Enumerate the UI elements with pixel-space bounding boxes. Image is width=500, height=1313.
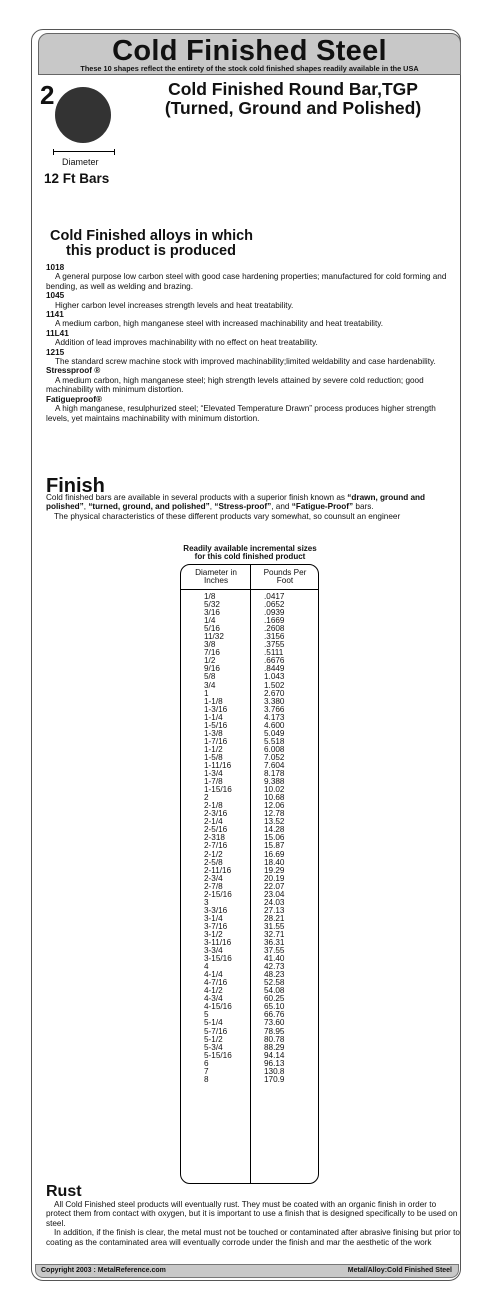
weight-cell: 96.13: [264, 1058, 285, 1068]
table-header-text: Inches: [203, 576, 229, 586]
alloy-item: [46, 348, 456, 367]
table-row: [181, 722, 320, 730]
table-row: [181, 907, 320, 915]
diameter-cell: 1/8: [204, 592, 216, 601]
table-row: [181, 609, 320, 617]
table-row: [181, 979, 320, 987]
alloys-heading-line1: Cold Finished alloys in which: [50, 228, 254, 244]
table-row: [181, 891, 320, 899]
rust-heading: Rust: [46, 1183, 82, 1200]
weight-cell: 31.55: [264, 921, 285, 931]
diameter-cell: 3/16: [204, 608, 220, 618]
diameter-cell: 5-3/4: [204, 1042, 223, 1052]
rust-text: [46, 1200, 461, 1247]
product-title-line1: Cold Finished Round Bar,TGP: [168, 79, 418, 99]
diameter-cell: 1-1/8: [204, 696, 223, 706]
weight-cell: 27.13: [264, 905, 285, 915]
weight-cell: 65.10: [264, 1002, 285, 1012]
table-row: [181, 963, 320, 971]
finish-heading: Finish: [46, 475, 105, 497]
finish-text-run: ,: [209, 502, 215, 512]
weight-cell: 13.52: [264, 817, 285, 827]
alloy-item: [46, 366, 456, 394]
table-row: [181, 947, 320, 955]
alloy-item: [46, 329, 456, 348]
weight-cell: .0939: [264, 608, 285, 618]
alloys-list: [46, 263, 456, 423]
shape-number: 2: [40, 80, 55, 110]
diameter-cell: 1-5/16: [204, 720, 228, 730]
alloy-item: [46, 310, 456, 329]
alloys-heading-line2: this product is produced: [66, 243, 236, 259]
weight-cell: 5.518: [264, 736, 285, 746]
weight-cell: 22.07: [264, 881, 285, 891]
weight-cell: 42.73: [264, 962, 285, 972]
diameter-cell: 4-7/16: [204, 978, 228, 988]
table-row: [181, 802, 320, 810]
diameter-cell: 4-15/16: [204, 1002, 232, 1012]
diameter-cell: 2-318: [204, 833, 225, 843]
alloy-name: 1215: [46, 347, 65, 357]
table-row: [181, 657, 320, 665]
weight-cell: 170.9: [264, 1074, 285, 1084]
weight-cell: 18.40: [264, 857, 285, 867]
table-row: [181, 1036, 320, 1044]
diameter-cell: 6: [204, 1058, 209, 1068]
table-row: [181, 859, 320, 867]
table-row: [181, 899, 320, 907]
table-header-text: Pounds Per: [263, 568, 307, 577]
footer-bar: [35, 1264, 459, 1278]
weight-cell: 10.68: [264, 793, 285, 803]
table-row: [181, 1076, 320, 1084]
weight-cell: .2608: [264, 624, 285, 634]
diameter-cell: 5: [204, 1010, 209, 1020]
alloy-item: [46, 263, 456, 291]
weight-cell: 3.766: [264, 704, 285, 714]
diameter-cell: 7: [204, 1066, 209, 1076]
diameter-cell: 4-3/4: [204, 994, 223, 1004]
weight-cell: 16.69: [264, 849, 285, 859]
diameter-cell: 3/4: [204, 680, 216, 690]
diameter-cell: 5/16: [204, 624, 220, 634]
sizes-table: [180, 564, 319, 1184]
table-caption-line1: Readily available incremental sizes: [183, 544, 317, 553]
table-row: [181, 883, 320, 891]
diameter-cell: 5/32: [204, 600, 220, 610]
weight-cell: .0652: [264, 600, 285, 610]
table-row: [181, 794, 320, 802]
diameter-cell: 1-15/16: [204, 785, 232, 795]
table-row: [181, 875, 320, 883]
diameter-cell: 1-3/8: [204, 728, 223, 738]
table-row: [181, 955, 320, 963]
table-row: [181, 1003, 320, 1011]
weight-cell: 24.03: [264, 897, 285, 907]
table-header-weight: [252, 569, 318, 586]
table-row: [181, 601, 320, 609]
table-row: [181, 730, 320, 738]
diameter-cell: 2-11/16: [204, 865, 232, 875]
title-banner: [38, 33, 461, 75]
alloy-desc: Higher carbon level increases strength levels and heat treatability.: [55, 300, 294, 310]
diameter-cell: 2-7/8: [204, 881, 223, 891]
table-caption: [150, 545, 350, 562]
weight-cell: 66.76: [264, 1010, 285, 1020]
diameter-cell: 4-1/4: [204, 970, 223, 980]
diameter-cell: 1-7/16: [204, 736, 228, 746]
weight-cell: 88.29: [264, 1042, 285, 1052]
table-row: [181, 818, 320, 826]
table-row: [181, 867, 320, 875]
alloy-name: 11L41: [46, 328, 69, 338]
diameter-cell: 1: [204, 688, 209, 698]
finish-paragraph-1: [46, 493, 461, 512]
table-row: [181, 923, 320, 931]
alloy-name: 1045: [46, 291, 65, 301]
weight-cell: .3755: [264, 640, 285, 650]
weight-cell: 15.06: [264, 833, 285, 843]
diameter-cell: 5-1/2: [204, 1034, 223, 1044]
finish-text-bold: “turned, ground, and polished”: [88, 502, 210, 512]
footer-category: Metal/Alloy:Cold Finished Steel: [347, 1267, 452, 1274]
alloy-name: 1018: [46, 263, 65, 272]
table-row: [181, 714, 320, 722]
table-header-diameter: [183, 569, 249, 586]
diameter-cell: 5-1/4: [204, 1018, 223, 1028]
table-row: [181, 682, 320, 690]
weight-cell: 20.19: [264, 873, 285, 883]
page-subtitle: These 10 shapes reflect the entirety of the stock cold finished shapes readily available in the USA: [80, 64, 419, 73]
diameter-cell: 1-11/16: [204, 760, 232, 770]
table-row: [181, 939, 320, 947]
table-row: [181, 633, 320, 641]
weight-cell: 37.55: [264, 946, 285, 956]
weight-cell: 48.23: [264, 970, 285, 980]
diameter-cell: 3-11/16: [204, 938, 232, 948]
weight-cell: 6.008: [264, 744, 285, 754]
alloy-item: [46, 291, 456, 310]
table-row: [181, 746, 320, 754]
alloy-name: Fatigueproof®: [46, 394, 103, 404]
table-row: [181, 698, 320, 706]
weight-cell: 1.502: [264, 680, 285, 690]
diameter-cell: 3/8: [204, 640, 216, 650]
table-body: [181, 593, 320, 1084]
table-header-divider: [181, 589, 318, 590]
weight-cell: 23.04: [264, 889, 285, 899]
alloy-name: Stressproof ®: [46, 366, 101, 376]
table-row: [181, 971, 320, 979]
alloy-item: [46, 395, 456, 423]
table-row: [181, 1044, 320, 1052]
table-row: [181, 770, 320, 778]
diameter-cell: 4: [204, 962, 209, 972]
finish-text-run: ,: [83, 502, 89, 512]
table-row: [181, 1028, 320, 1036]
table-row: [181, 665, 320, 673]
diameter-cell: 1/2: [204, 656, 216, 666]
diameter-cell: 3: [204, 897, 209, 907]
weight-cell: 12.06: [264, 801, 285, 811]
diameter-cell: 3-15/16: [204, 954, 232, 964]
table-row: [181, 1068, 320, 1076]
alloys-heading: [50, 229, 253, 259]
table-row: [181, 762, 320, 770]
bar-length: 12 Ft Bars: [44, 171, 110, 186]
diameter-cell: 1-5/8: [204, 752, 223, 762]
diameter-cell: 1-1/2: [204, 744, 223, 754]
weight-cell: 14.28: [264, 825, 285, 835]
alloy-desc: The standard screw machine stock with improved machinability;limited weldability and case hardenability.: [55, 357, 436, 367]
diameter-cell: 2-3/4: [204, 873, 223, 883]
table-row: [181, 786, 320, 794]
table-row: [181, 987, 320, 995]
weight-cell: 78.95: [264, 1026, 285, 1036]
table-row: [181, 1060, 320, 1068]
weight-cell: 4.600: [264, 720, 285, 730]
diameter-cell: 2-7/16: [204, 841, 228, 851]
diameter-cell: 5-15/16: [204, 1050, 232, 1060]
table-row: [181, 931, 320, 939]
weight-cell: 5.049: [264, 728, 285, 738]
diameter-cell: 3-1/4: [204, 913, 223, 923]
diameter-cell: 2: [204, 793, 209, 803]
weight-cell: 19.29: [264, 865, 285, 875]
table-header-text: Diameter in: [195, 568, 237, 577]
table-row: [181, 673, 320, 681]
table-row: [181, 641, 320, 649]
table-row: [181, 842, 320, 850]
alloy-desc: A medium carbon, high manganese steel with increased machinability and heat treatability.: [55, 319, 383, 329]
diameter-cell: 5/8: [204, 672, 216, 682]
diameter-cell: 1/4: [204, 616, 216, 626]
table-row: [181, 826, 320, 834]
weight-cell: 4.173: [264, 712, 285, 722]
diameter-cell: 3-7/16: [204, 921, 228, 931]
diameter-cell: 8: [204, 1074, 209, 1084]
alloy-desc: A general purpose low carbon steel with good case hardening properties; manufactured for cold forming and bending, as well as welding and brazing.: [46, 272, 447, 291]
diameter-cell: 1-3/16: [204, 704, 228, 714]
diameter-cell: 3-3/16: [204, 905, 228, 915]
weight-cell: .5111: [264, 648, 284, 658]
diameter-cell: 2-1/8: [204, 801, 223, 811]
diameter-cell: 2-3/16: [204, 809, 228, 819]
table-row: [181, 593, 320, 601]
weight-cell: 73.60: [264, 1018, 285, 1028]
diameter-cell: 11/32: [204, 632, 224, 642]
diameter-cell: 2-15/16: [204, 889, 232, 899]
weight-cell: 130.8: [264, 1066, 285, 1076]
diameter-cell: 2-5/16: [204, 825, 228, 835]
weight-cell: 9.388: [264, 777, 285, 787]
weight-cell: 32.71: [264, 929, 285, 939]
alloy-desc: Addition of lead improves machinability with no effect on heat treatability.: [55, 338, 318, 348]
diameter-cell: 1-7/8: [204, 777, 223, 787]
product-title-line2: (Turned, Ground and Polished): [164, 98, 422, 118]
table-row: [181, 690, 320, 698]
weight-cell: 52.58: [264, 978, 285, 988]
weight-cell: 15.87: [264, 841, 285, 851]
weight-cell: 8.178: [264, 769, 285, 779]
alloy-desc: A medium carbon, high manganese steel; high strength levels attained by severe cold reduction; good machinability with minimum distortion.: [46, 375, 424, 395]
table-row: [181, 834, 320, 842]
table-row: [181, 778, 320, 786]
weight-cell: .6676: [264, 656, 285, 666]
table-row: [181, 995, 320, 1003]
alloy-name: 1141: [46, 310, 64, 320]
finish-text-bold: “Stress-proof”: [214, 502, 272, 512]
finish-text-run: Cold finished bars are available in several products with a superior finish known as: [46, 493, 348, 502]
diameter-cell: 5-7/16: [204, 1026, 228, 1036]
weight-cell: 80.78: [264, 1034, 285, 1044]
table-row: [181, 617, 320, 625]
weight-cell: 60.25: [264, 994, 285, 1004]
round-bar-diagram: [55, 87, 111, 143]
weight-cell: 28.21: [264, 913, 285, 923]
table-row: [181, 706, 320, 714]
finish-text-run: , and: [271, 502, 292, 512]
table-row: [181, 625, 320, 633]
diameter-cell: 9/16: [204, 664, 220, 674]
table-row: [181, 915, 320, 923]
diameter-label: Diameter: [62, 157, 99, 167]
diameter-cell: 2-1/4: [204, 817, 223, 827]
weight-cell: .0417: [264, 592, 285, 601]
table-header-text: Foot: [276, 576, 294, 586]
weight-cell: .1669: [264, 616, 285, 626]
weight-cell: 3.380: [264, 696, 285, 706]
table-row: [181, 1019, 320, 1027]
diameter-cell: 2-1/2: [204, 849, 223, 859]
table-caption-line2: for this cold finished product: [194, 552, 306, 562]
page-title: Cold Finished Steel: [112, 35, 387, 67]
table-row: [181, 649, 320, 657]
weight-cell: 7.052: [264, 752, 285, 762]
weight-cell: 41.40: [264, 954, 285, 964]
weight-cell: 94.14: [264, 1050, 285, 1060]
finish-text-bold: “drawn, ground and polished”: [46, 493, 426, 512]
diameter-cell: 1-1/4: [204, 712, 223, 722]
weight-cell: 2.670: [264, 688, 285, 698]
diameter-cell: 3-3/4: [204, 946, 223, 956]
finish-text: [46, 493, 461, 521]
table-row: [181, 851, 320, 859]
diameter-cell: 3-1/2: [204, 929, 223, 939]
weight-cell: .3156: [264, 632, 285, 642]
product-title: [128, 80, 458, 118]
weight-cell: 54.08: [264, 986, 285, 996]
weight-cell: .8449: [264, 664, 285, 674]
weight-cell: 36.31: [264, 938, 285, 948]
diameter-cell: 1-3/4: [204, 769, 223, 779]
diameter-cell: 2-5/8: [204, 857, 223, 867]
rust-paragraph-1: All Cold Finished steel products will eventually rust. They must be coated with an organic finish in order to protect them from contact with oxygen, but it is important to use a finish that is designed specifically to be used on steel.: [46, 1200, 458, 1228]
weight-cell: 7.604: [264, 760, 285, 770]
table-row: [181, 1052, 320, 1060]
diameter-cell: 4-1/2: [204, 986, 223, 996]
weight-cell: 1.043: [264, 672, 285, 682]
weight-cell: 12.78: [264, 809, 285, 819]
finish-text-bold: “Fatigue-Proof”: [291, 502, 354, 512]
footer-copyright: Copyright 2003 : MetalReference.com: [41, 1267, 166, 1274]
finish-paragraph-2: The physical characteristics of these different products vary somewhat, so counsult an engineer: [54, 511, 401, 521]
table-row: [181, 754, 320, 762]
diameter-dimension-line: [53, 149, 115, 155]
table-row: [181, 1011, 320, 1019]
table-row: [181, 738, 320, 746]
diameter-cell: 7/16: [204, 648, 220, 658]
table-row: [181, 810, 320, 818]
rust-paragraph-2: In addition, if the finish is clear, the metal must not be touched or contaminated after abrasive finising but prior to coating as the contaminated area will eventually corrode under the finish and mar the aesthetic of the work: [46, 1228, 460, 1247]
alloy-desc: A high manganese, resulphurized steel; “Elevated Temperature Drawn” process produces higher strength levels, yet maintains machinability with minimum distortion.: [46, 404, 436, 423]
finish-text-run: bars.: [353, 502, 374, 512]
weight-cell: 10.02: [264, 785, 285, 795]
